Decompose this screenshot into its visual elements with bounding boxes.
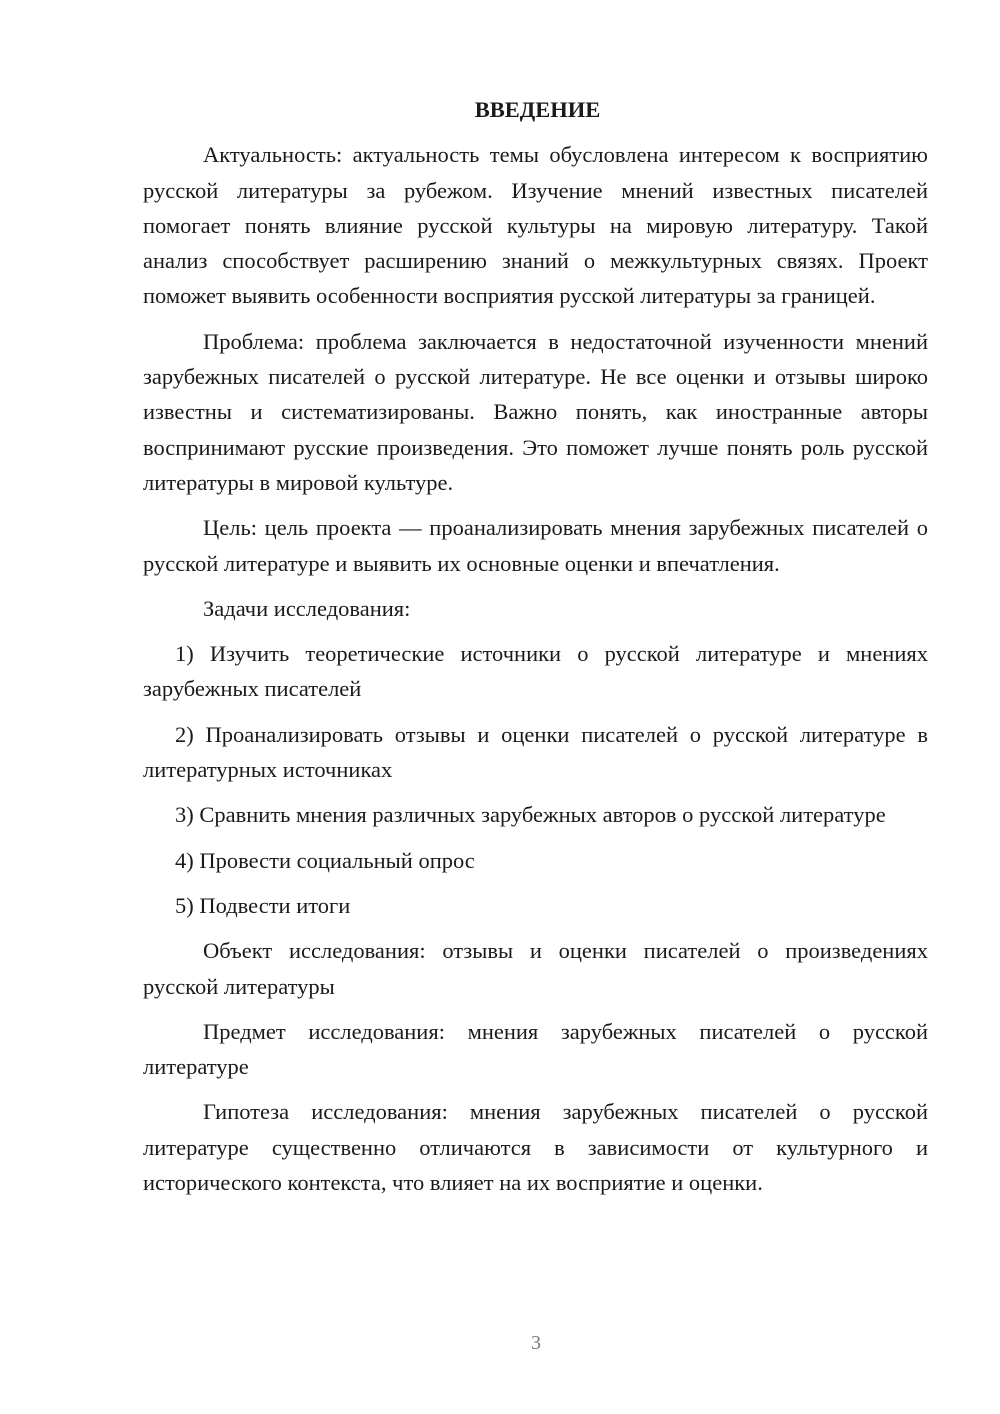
subject-paragraph: Предмет исследования: мнения зарубежных писателей о русской литературе [143,1018,928,1080]
object-paragraph: Объект исследования: отзывы и оценки писателей о произведениях русской литературы [143,938,928,999]
task-item: 2) Проанализировать отзывы и оценки писателей о русской литературе в литературных источниках [143,721,928,783]
relevance-paragraph: Актуальность: актуальность темы обусловлена интересом к восприятию русской литературы за рубежом. Изучение мнений известных писателей помогает понять влияние русской культуры на мировую литературу. Такой анализ способствует расширению знаний о межкультурных связях. Проект поможет выявить особенности восприятия русской литературы за границей. [143,142,928,309]
page-number: 3 [531,1332,541,1354]
tasks-heading: Задачи исследования: [203,595,411,621]
task-item: 5) Подвести итоги [175,892,351,918]
section-title: ВВЕДЕНИЕ [474,97,601,122]
hypothesis-paragraph: Гипотеза исследования: мнения зарубежных писателей о русской литературе существенно отличаются в зависимости от культурного и исторического контекста, что влияет на их восприятие и оценки. [143,1099,928,1196]
task-item: 3) Сравнить мнения различных зарубежных авторов о русской литературе [175,802,886,828]
goal-paragraph: Цель: цель проекта — проанализировать мнения зарубежных писателей о русской литературе и выявить их основные оценки и впечатления. [143,515,928,576]
page-content [143,92,928,1200]
problem-paragraph: Проблема: проблема заключается в недостаточной изученности мнений зарубежных писателей о русской литературе. Не все оценки и отзывы широко известны и систематизированы. Важно понять, как иностранные авторы воспринимают русские произведения. Это поможет лучше понять роль русской литературы в мировой культуре. [143,328,928,495]
task-item: 1) Изучить теоретические источники о русской литературе и мнениях зарубежных писателей [143,641,928,702]
task-item: 4) Провести социальный опрос [175,847,475,873]
